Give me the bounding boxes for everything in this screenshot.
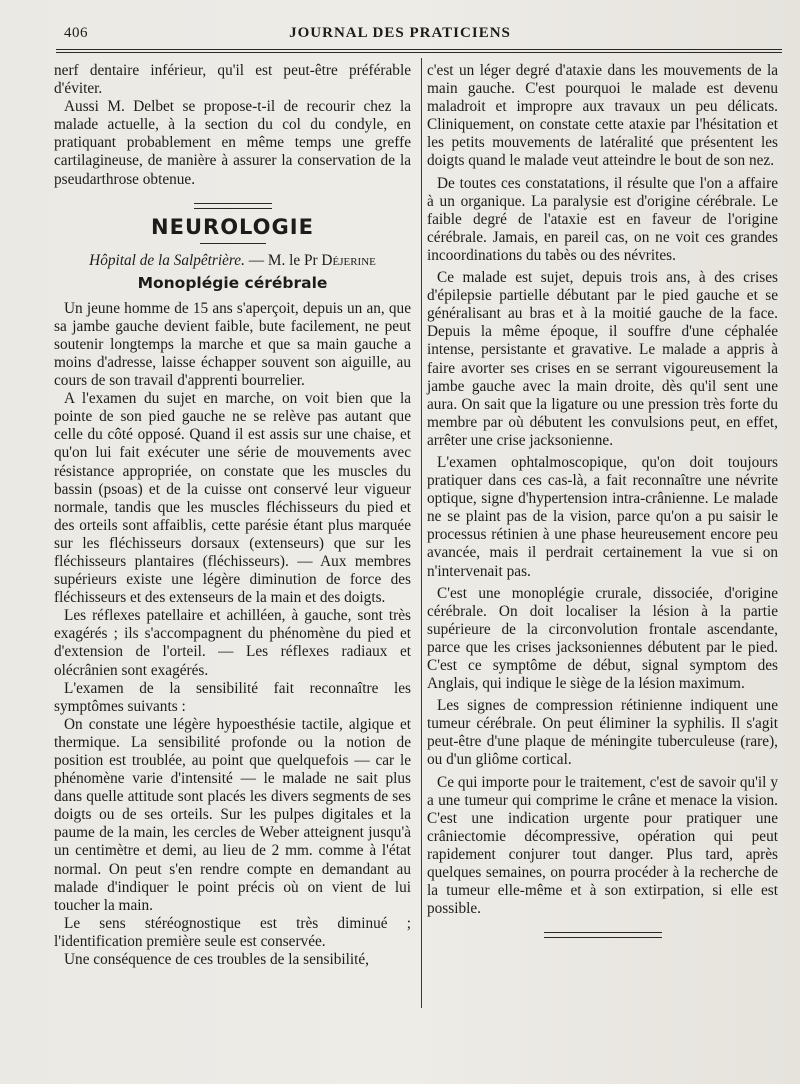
paragraph: Un jeune homme de 15 ans s'aperçoit, depuis un an, que sa jambe gauche devient faible, bute facilement, ne peut soutenir longtemps la marche et que sa main gauche a moins d'adresse, laisse échapper souvent son aiguille, au cours de son travail d'apprenti bourrelier. — [54, 299, 411, 390]
divider-rule — [200, 243, 266, 244]
author-prefix: — M. le Pr — [248, 251, 318, 269]
article-title: Monoplégie cérébrale — [137, 273, 328, 292]
paragraph: nerf dentaire inférieur, qu'il est peut-être préférable d'éviter. — [54, 62, 411, 98]
journal-title: JOURNAL DES PRATICIENS — [289, 25, 511, 41]
left-column — [54, 62, 411, 969]
paragraph: Les réflexes patellaire et achilléen, à gauche, sont très exagérés ; ils s'accompagnent du phénomène du pied et d'extension de l'orteil. — Les réflexes radiaux et olécrânien sont exagérés. — [54, 607, 411, 679]
header-rule — [56, 49, 782, 50]
paragraph: L'examen ophtalmoscopique, qu'on doit toujours pratiquer dans ces cas-là, a fait reconnaître une névrite optique, signe d'hypertension intra-crânienne. Le malade ne se plaint pas de la vision, parce qu'on a pu saisir le processus rétinien à une phase heureusement encore peu avancée, mais il perdrait certainement la vue si on n'intervenait pas. — [427, 453, 778, 580]
paragraph: A l'examen du sujet en marche, on voit bien que la pointe de son pied gauche ne se relève pas autant que celle du côté opposé. Quand il est assis sur une chaise, et qu'on lui fait exécuter une série de mouvements avec résistance appropriée, on constate que les muscles du bassin (psoas) et de la cuisse ont conservé leur vigueur normale, tandis que les muscles fléchisseurs du pied et des orteils sont affaiblis, cette parésie étant plus marquée sur les fléchisseurs dorsaux (extenseurs) que sur les fléchisseurs plantaires (fléchisseurs). — Aux membres supérieurs existe une légère diminution de force des fléchisseurs et des extenseurs de la main et des doigts. — [54, 390, 411, 607]
paragraph: On constate une légère hypoesthésie tactile, algique et thermique. La sensibilité profonde ou la notion de position est troublée, au point que quelquefois — car le phénomène varie d'intensité — le malade ne sait plus dans quelle attitude sont placés les divers segments de ses doigts ou de ses orteils. Sur les pulpes digitales et la paume de la main, les cercles de Weber atteignent jusqu'à un centimètre et demi, au lieu de 2 mm. comme à l'état normal. On peut s'en rendre compte en demandant au malade d'indiquer le point précis où on vient de lui toucher la main. — [54, 715, 411, 914]
paragraph: Les signes de compression rétinienne indiquent une tumeur cérébrale. On peut éliminer la syphilis. Il s'agit peut-être d'une plaque de méningite tuberculeuse (rare), ou d'un gliôme cortical. — [427, 697, 778, 769]
double-rule — [194, 203, 272, 209]
paragraph: C'est une monoplégie crurale, dissociée, d'origine cérébrale. On doit localiser la lésion à la partie supérieure de la circonvolution frontale ascendante, parce que les crises jacksoniennes débutent par le pied. C'est ce symptôme de début, signal symptom des Anglais, qui indique le siège de la lésion maximum. — [427, 584, 778, 693]
section-title: NEUROLOGIE — [151, 214, 314, 239]
paragraph: Le sens stéréognostique est très diminué ; l'identification première seule est conservée. — [54, 914, 411, 950]
header-rule-thin — [56, 52, 782, 53]
paragraph: Ce qui importe pour le traitement, c'est de savoir qu'il y a une tumeur qui comprime le crâne et menace la vision. C'est une indication urgente pour pratiquer une crâniectomie décompressive, opération qui peut rapidement conjurer tout danger. Plus tard, après quelques semaines, on pourra procéder à la recherche de la tumeur elle-même et à son extirpation, si elle est possible. — [427, 773, 778, 918]
paragraph: Ce malade est sujet, depuis trois ans, à des crises d'épilepsie partielle débutant par le pied gauche et se généralisant au bras et à la moitié gauche de la face. Depuis la même époque, il souffre d'une céphalée intense, persistante et gravative. Le malade a appris à faire avorter ses crises en se serrant vigoureusement la jambe gauche avec la main droite, dès qu'il sent une aura. On sait que la ligature ou une pression très forte du membre par où débutent les convulsions peut, en effet, arrêter une crise jacksonienne. — [427, 269, 778, 449]
paragraph: c'est un léger degré d'ataxie dans les mouvements de la main gauche. C'est pourquoi le malade est devenu maladroit et impropre aux travaux un peu délicats. Cliniquement, on constate cette ataxie par l'hésitation et les petits mouvements de latéralité que présentent les doigts quand le malade veut atteindre le bout de son nez. — [427, 62, 778, 170]
section-heading — [54, 203, 411, 244]
paragraph: L'examen de la sensibilité fait reconnaître les symptômes suivants : — [54, 679, 411, 715]
article-byline — [54, 252, 411, 270]
end-rule — [544, 932, 662, 938]
page-number: 406 — [64, 25, 88, 41]
paragraph: De toutes ces constatations, il résulte que l'on a affaire à un organique. La paralysie est d'origine cérébrale. Le faible degré de l'ataxie est en faveur de l'origine cérébrale. Jamais, en pareil cas, on ne voit ces grandes incoordinations du tabès ou des névrites. — [427, 174, 778, 264]
right-column — [427, 62, 778, 938]
paragraph: Une conséquence de ces troubles de la sensibilité, — [64, 951, 369, 969]
paragraph: Aussi M. Delbet se propose-t-il de recourir chez la malade actuelle, à la section du col du condyle, en pratiquant probablement en même temps une greffe cartilagineuse, de manière à assurer la conservation de la pseudarthrose obtenue. — [54, 98, 411, 188]
author-name: Déjerine — [321, 251, 376, 269]
hospital-name: Hôpital de la Salpêtrière. — [89, 251, 245, 269]
column-divider — [421, 58, 422, 1008]
